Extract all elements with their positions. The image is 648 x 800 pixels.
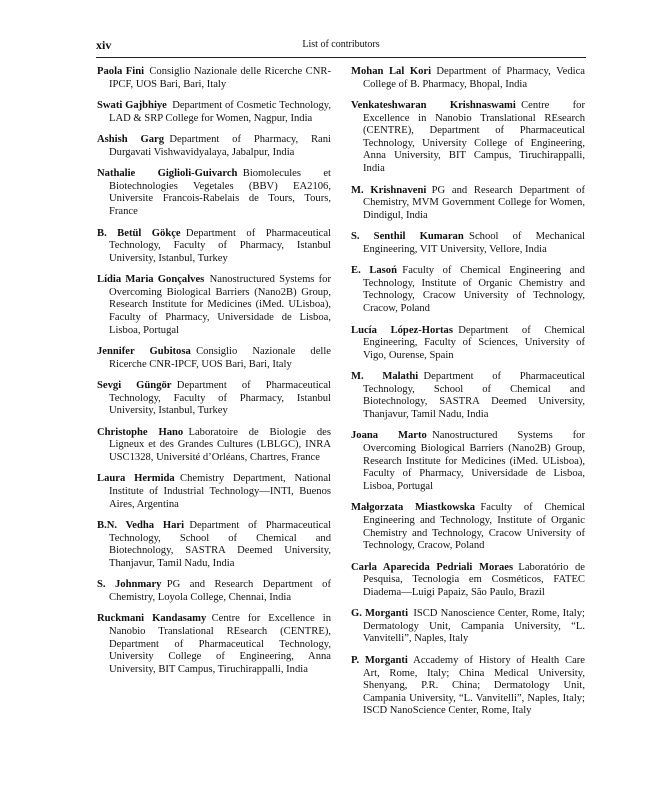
contributor-name: Mohan Lal Kori xyxy=(351,66,432,77)
running-title: List of contributors xyxy=(302,39,380,50)
contributor-entry xyxy=(351,655,585,718)
contributor-affiliation: Department of Pharmacy, Vedica College of B. Pharmacy, Bhopal, India xyxy=(363,66,585,90)
contributor-entry xyxy=(351,502,585,552)
contributor-name: P. Morganti xyxy=(351,654,408,666)
contributor-name: Jennifer Gubitosa xyxy=(97,346,191,358)
left-column xyxy=(97,66,331,685)
contributor-name: Małgorzata Miastkowska xyxy=(351,502,476,514)
contributor-affiliation: Laboratoire de Biologie des Ligneux et des Grandes Cultures (LBLGC), INRA USC1328, Université d’Orléans, Chartres, France xyxy=(109,426,331,463)
header-rule xyxy=(96,57,586,58)
contributor-entry xyxy=(351,185,585,223)
contributor-name: Venkateshwaran Krishnaswami xyxy=(351,100,516,112)
contributor-entry xyxy=(97,380,331,418)
contributor-affiliation: Faculty of Chemical Engineering and Technology, Institute of Organic Chemistry and Technology, Cracow University of Technology, Cracow, Poland xyxy=(363,502,586,552)
contributor-affiliation: Nanostructured Systems for Overcoming Biological Barriers (Nano2B) Group, Research Institute for Medicines (iMed. ULisboa), Faculty of Pharmacy, Universidade de Lisboa, Lisboa, Portugal xyxy=(363,430,585,492)
contributor-entry xyxy=(351,562,585,600)
contributor-affiliation: Centre for Excellence in Nanobio Translational REsearch (CENTRE), Department of Pharmaceutical Technology, University College of Engineering, Anna University, BIT Campus, Tiruchirappalli, India xyxy=(109,613,331,675)
contributor-name: Ruckmani Kandasamy xyxy=(97,613,207,625)
contributor-affiliation: Accademy of History of Health Care Art, Rome, Italy; China Medical University, Shenyang, P.R. China; Dermatology Unit, Campania University, “L. Vanvitelli”, Naples, Italy; ISCD NanoScience Center, Rome, Italy xyxy=(363,654,585,717)
contributor-entry xyxy=(97,134,331,159)
contributor-affiliation: PG and Research Department of Chemistry, MVM Government College for Women, Dindigul, India xyxy=(363,184,585,221)
contributor-affiliation: School of Mechanical Engineering, VIT University, Vellore, India xyxy=(363,231,585,255)
contributor-entry xyxy=(351,325,585,363)
contributor-affiliation: Chemistry Department, National Institute of Industrial Technology—INTI, Buenos Aires, Argentina xyxy=(109,473,331,510)
contributor-affiliation: Department of Pharmacy, Rani Durgavati Vishwavidyalaya, Jabalpur, India xyxy=(109,134,332,158)
contributor-entry xyxy=(97,274,331,337)
contributor-entry xyxy=(97,346,331,371)
contributor-entry xyxy=(97,228,331,266)
contributor-name: Carla Aparecida Pedriali Moraes xyxy=(351,561,514,573)
contributor-name: Sevgi Güngör xyxy=(97,380,172,392)
contributor-entry xyxy=(351,371,585,421)
contributor-entry xyxy=(97,427,331,465)
contributor-entry xyxy=(351,66,585,91)
contributor-affiliation: Consiglio Nazionale delle Ricerche CNR-IPCF, UOS Bari, Bari, Italy xyxy=(109,346,332,370)
contributor-affiliation: PG and Research Department of Chemistry, Loyola College, Chennai, India xyxy=(109,579,332,603)
contributor-entry xyxy=(97,168,331,218)
contributor-name: G. Morganti xyxy=(351,608,409,620)
contributor-name: Joana Marto xyxy=(351,430,427,442)
contributor-name: Christophe Hano xyxy=(97,426,184,438)
contributor-entry xyxy=(351,265,585,315)
contributor-affiliation: Department of Chemical Engineering, Faculty of Sciences, University of Vigo, Ourense, Spain xyxy=(363,324,585,361)
contributor-entry xyxy=(97,613,331,676)
page-number: xiv xyxy=(96,38,112,52)
contributor-affiliation: ISCD Nanoscience Center, Rome, Italy; Dermatology Unit, Campania University, “L. Vanvitelli”, Naples, Italy xyxy=(363,608,585,645)
contributor-name: E. Lasoń xyxy=(351,265,397,277)
contributor-name: M. Malathi xyxy=(351,371,419,383)
contributor-affiliation: Faculty of Chemical Engineering and Technology, Institute of Organic Chemistry and Technology, Cracow University of Technology, Cracow, Poland xyxy=(363,265,585,315)
right-column xyxy=(351,66,585,727)
contributor-name: Paola Fini xyxy=(97,66,145,77)
contributor-name: Ashish Garg xyxy=(97,134,165,146)
contributor-affiliation: Department of Pharmaceutical Technology, School of Chemical and Biotechnology, SASTRA Deemed University, Thanjavur, Tamil Nadu, India xyxy=(109,520,332,569)
contributor-affiliation: Department of Pharmaceutical Technology, Faculty of Pharmacy, Istanbul University, Istanbul, Turkey xyxy=(109,380,331,417)
contributor-name: S. Johnmary xyxy=(97,579,162,591)
contributor-entry xyxy=(351,100,585,176)
contributor-name: Nathalie Giglioli-Guivarch xyxy=(97,168,238,180)
contributor-name: Lídia Maria Gonçalves xyxy=(97,274,205,286)
contributor-name: Laura Hermida xyxy=(97,473,175,485)
contributor-entry xyxy=(351,430,585,493)
contributor-name: B.N. Vedha Hari xyxy=(97,520,185,532)
contributor-affiliation: Centre for Excellence in Nanobio Translational REsearch (CENTRE), Department of Pharmaceutical Technology, University College of Engineering, Anna University, BIT Campus, Tiruchirappalli, India xyxy=(363,100,585,175)
contributor-entry xyxy=(351,231,585,256)
contributor-affiliation: Laboratório de Pesquisa, Tecnologia em Cosméticos, FATEC Diadema—Luigi Papaiz, São Paulo, Brazil xyxy=(363,561,585,598)
page-header xyxy=(96,38,586,54)
contributor-entry xyxy=(351,608,585,646)
contributor-name: M. Krishnaveni xyxy=(351,184,427,196)
contributor-name: B. Betül Gökçe xyxy=(97,227,181,239)
contributor-affiliation: Department of Pharmaceutical Technology, Faculty of Pharmacy, Istanbul University, Istanbul, Turkey xyxy=(109,227,331,264)
contributor-name: S. Senthil Kumaran xyxy=(351,231,464,243)
contributor-entry xyxy=(97,66,331,91)
contributor-name: Swati Gajbhiye xyxy=(97,100,167,112)
contributor-entry xyxy=(97,579,331,604)
contributor-affiliation: Department of Cosmetic Technology, LAD & SRP College for Women, Nagpur, India xyxy=(109,100,332,124)
contributor-affiliation: Department of Pharmaceutical Technology, School of Chemical and Biotechnology, SASTRA Deemed University, Thanjavur, Tamil Nadu, India xyxy=(363,371,586,420)
contributor-entry xyxy=(97,520,331,570)
contributor-entry xyxy=(97,100,331,125)
contributor-entry xyxy=(97,473,331,511)
contributor-affiliation: Consiglio Nazionale delle Ricerche CNR-IPCF, UOS Bari, Bari, Italy xyxy=(109,66,331,90)
contributor-affiliation: Biomolecules et Biotechnologies Vegetales (BBV) EA2106, Universite Francois-Rabelais de Tours, Tours, France xyxy=(109,168,331,218)
contributor-affiliation: Nanostructured Systems for Overcoming Biological Barriers (Nano2B) Group, Research Institute for Medicines (iMed. ULisboa), Faculty of Pharmacy, Universidade de Lisboa, Lisboa, Portugal xyxy=(109,274,331,336)
contributor-name: Lucía López-Hortas xyxy=(351,324,453,336)
